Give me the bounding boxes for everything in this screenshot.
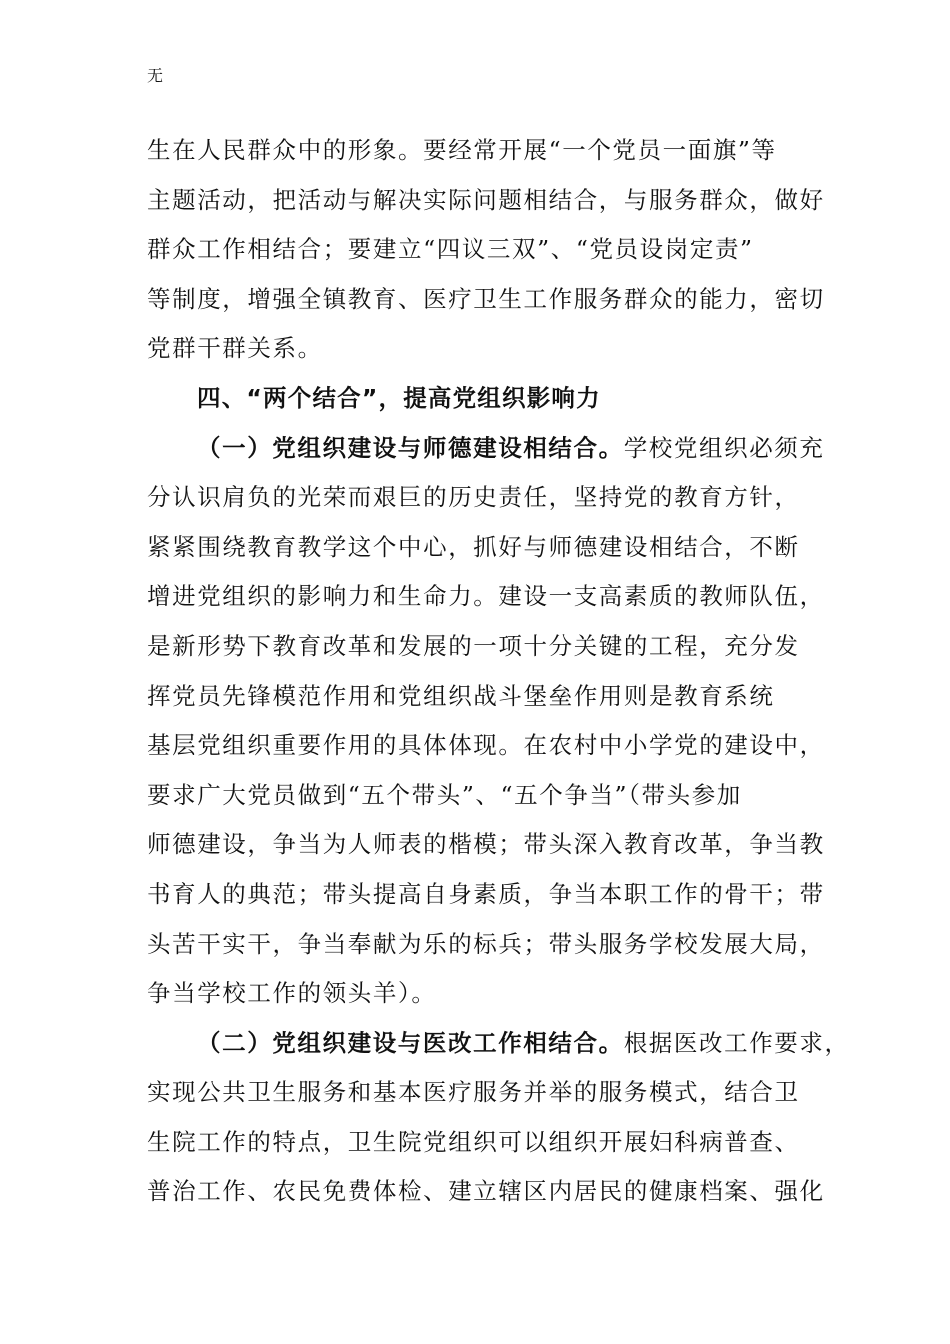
- document-body: [147, 126, 850, 1217]
- text-line: 师德建设，争当为人师表的楷模；带头深入教育改革，争当教: [147, 830, 825, 859]
- text-line: 生在人民群众中的形象。要经常开展“一个党员一面旗”等: [147, 136, 777, 164]
- text-line: 主题活动，把活动与解决实际问题相结合，与服务群众，做好: [147, 185, 825, 214]
- text-line: 实现公共卫生服务和基本医疗服务并举的服务模式，结合卫: [147, 1078, 800, 1107]
- text-line: 紧紧围绕教育教学这个中心，抓好与师德建设相结合，不断: [147, 532, 800, 561]
- section-heading: 四、“两个结合”，提高党组织影响力: [197, 383, 601, 412]
- text-line: 书育人的典范；带头提高自身素质，争当本职工作的骨干；带: [147, 879, 825, 908]
- subsection-title: （二）党组织建设与医改工作相结合。: [197, 1028, 624, 1057]
- subsection-text: 根据医改工作要求，: [623, 1028, 850, 1057]
- text-line: 挥党员先锋模范作用和党组织战斗堡垒作用则是教育系统: [147, 681, 775, 710]
- text-line: 分认识肩负的光荣而艰巨的历史责任，坚持党的教育方针，: [147, 483, 800, 512]
- text-line: 头苦干实干，争当奉献为乐的标兵；带头服务学校发展大局，: [147, 929, 825, 958]
- text-line: 要求广大党员做到“五个带头”、“五个争当”（带头参加: [147, 780, 742, 809]
- text-line: 党群干群关系。: [147, 334, 323, 363]
- subsection-title: （一）党组织建设与师德建设相结合。: [197, 433, 624, 462]
- text-line: 是新形势下教育改革和发展的一项十分关键的工程，充分发: [147, 631, 800, 660]
- text-line: 基层党组织重要作用的具体体现。在农村中小学党的建设中，: [147, 731, 825, 760]
- text-line: 增进党组织的影响力和生命力。建设一支高素质的教师队伍，: [147, 582, 825, 611]
- text-line: 等制度，增强全镇教育、医疗卫生工作服务群众的能力，密切: [147, 284, 825, 313]
- subsection-first-line: [147, 1019, 850, 1069]
- text-line: 群众工作相结合；要建立“四议三双”、“党员设岗定责”: [147, 235, 754, 264]
- text-line: 普治工作、农民免费体检、建立辖区内居民的健康档案、强化: [147, 1177, 825, 1206]
- page-header: 无: [147, 66, 164, 85]
- text-line: 生院工作的特点，卫生院党组织可以组织开展妇科病普查、: [147, 1127, 800, 1156]
- subsection-text: 学校党组织必须充: [623, 433, 825, 462]
- subsection-first-line: [147, 424, 837, 474]
- text-line: 争当学校工作的领头羊）。: [147, 979, 437, 1008]
